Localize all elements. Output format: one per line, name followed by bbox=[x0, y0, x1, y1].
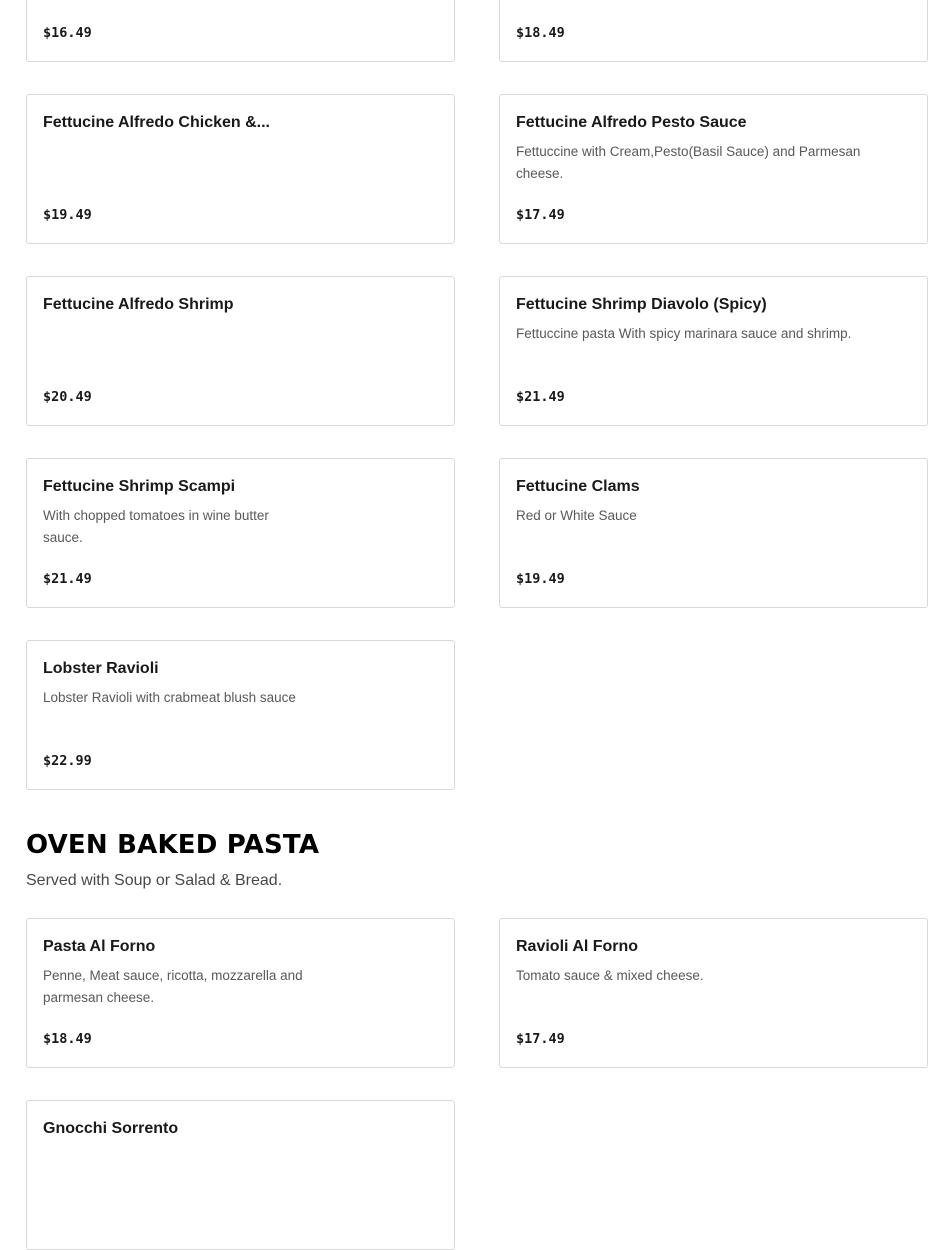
menu-item-card[interactable] bbox=[26, 94, 455, 244]
menu-item-name: Fettucine Alfredo Pesto Sauce bbox=[516, 114, 747, 131]
menu-item-name: Lobster Ravioli bbox=[43, 660, 159, 677]
menu-item-name: Fettucine Shrimp Diavolo (Spicy) bbox=[516, 296, 767, 313]
menu-item-description: Penne, Meat sauce, ricotta, mozzarella and parmesan cheese. bbox=[43, 968, 303, 1005]
menu-item-price: $19.49 bbox=[516, 571, 565, 587]
menu-item-card[interactable] bbox=[499, 0, 928, 62]
menu-item-price: $17.49 bbox=[516, 207, 565, 223]
menu-item-card[interactable] bbox=[499, 458, 928, 608]
section-subtitle: Served with Soup or Salad & Bread. bbox=[26, 872, 283, 889]
menu-item-price: $21.49 bbox=[43, 571, 92, 587]
menu-item-card[interactable] bbox=[26, 458, 455, 608]
section-title: OVEN BAKED PASTA bbox=[26, 830, 320, 860]
menu-item-card[interactable] bbox=[26, 276, 455, 426]
menu-item-description: Lobster Ravioli with crabmeat blush sauce bbox=[43, 690, 296, 705]
menu-item-name: Pasta Al Forno bbox=[43, 938, 156, 955]
menu-item-price: $21.49 bbox=[516, 389, 565, 405]
menu-item-description: With chopped tomatoes in wine butter sauce. bbox=[43, 508, 269, 545]
menu-item-price: $20.49 bbox=[43, 389, 92, 405]
menu-item-name: Ravioli Al Forno bbox=[516, 938, 639, 955]
menu-item-name: Fettucine Alfredo Shrimp bbox=[43, 296, 234, 313]
menu-item-price: $22.99 bbox=[43, 753, 92, 769]
menu-item-name: Fettucine Alfredo Chicken &... bbox=[43, 114, 270, 131]
menu-item-price: $16.49 bbox=[43, 25, 92, 41]
menu-item-description: Red or White Sauce bbox=[516, 508, 637, 523]
menu-item-price: $18.49 bbox=[43, 1031, 92, 1047]
menu-item-card[interactable] bbox=[26, 1100, 455, 1250]
menu-item-card[interactable] bbox=[26, 0, 455, 62]
menu-item-card[interactable] bbox=[26, 918, 455, 1068]
menu-item-description: Fettuccine pasta With spicy marinara sauce and shrimp. bbox=[516, 326, 852, 341]
menu-item-card[interactable] bbox=[26, 640, 455, 790]
menu-item-name: Fettucine Shrimp Scampi bbox=[43, 478, 236, 495]
menu-item-description: Tomato sauce & mixed cheese. bbox=[516, 968, 704, 983]
menu-item-card[interactable] bbox=[499, 94, 928, 244]
menu-item-card[interactable] bbox=[499, 276, 928, 426]
menu-item-price: $19.49 bbox=[43, 207, 92, 223]
menu-item-price: $17.49 bbox=[516, 1031, 565, 1047]
menu-item-card[interactable] bbox=[499, 918, 928, 1068]
menu-item-price: $18.49 bbox=[516, 25, 565, 41]
menu-item-name: Fettucine Clams bbox=[516, 478, 640, 495]
menu-item-name: Gnocchi Sorrento bbox=[43, 1120, 179, 1137]
menu-item-description: Fettuccine with Cream,Pesto(Basil Sauce) and Parmesan cheese. bbox=[516, 144, 861, 181]
